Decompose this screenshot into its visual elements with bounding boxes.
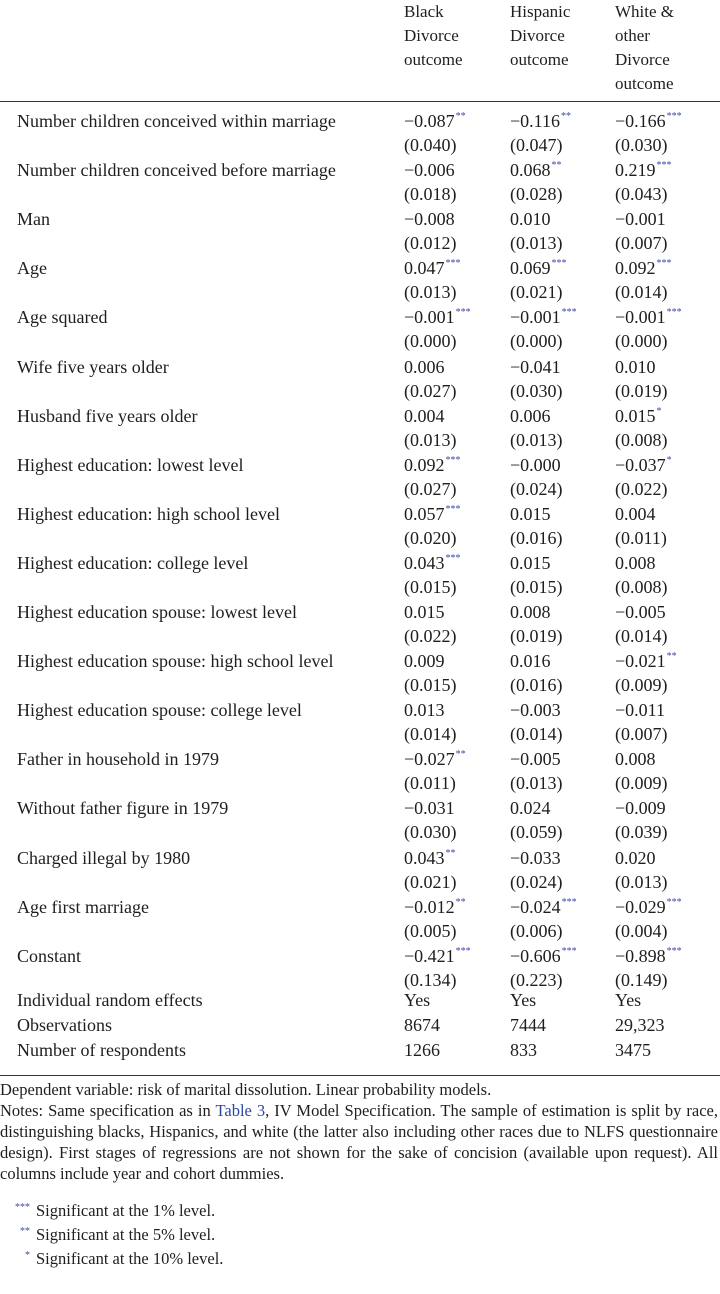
coefficient-value: 0.008 [615, 749, 656, 770]
significance-stars: *** [666, 307, 682, 319]
coefficient-value: 0.069 [510, 258, 551, 279]
standard-error: (0.021) [510, 282, 563, 303]
table-row [0, 497, 720, 546]
standard-error: (0.016) [510, 675, 563, 696]
stats-value: 3475 [615, 1040, 651, 1060]
coefficient [615, 160, 672, 181]
standard-error: (0.030) [404, 822, 457, 843]
coefficient [615, 798, 666, 819]
coefficient [510, 209, 551, 230]
coefficient-value: 0.015 [404, 602, 445, 622]
coefficient-value: 0.004 [615, 503, 656, 524]
coefficient [404, 553, 461, 574]
table-3-link[interactable]: Table 3 [215, 1101, 266, 1120]
table-row [0, 841, 720, 890]
column-header-1 [404, 0, 463, 72]
coefficient [615, 357, 656, 378]
standard-error: (0.059) [510, 822, 563, 843]
significance-stars: * [656, 405, 662, 417]
coefficient [510, 602, 551, 623]
coefficient-value: 0.006 [404, 356, 445, 377]
table-row [0, 399, 720, 448]
coefficient-value: 0.015 [510, 552, 551, 573]
standard-error: (0.015) [510, 576, 563, 597]
coefficient [615, 602, 666, 623]
coefficient-value: −0.027 [404, 749, 455, 770]
coefficient-value: −0.421 [404, 945, 455, 966]
table-row [0, 742, 720, 794]
stats-value: 8674 [404, 1015, 440, 1035]
standard-error: (0.014) [615, 626, 668, 646]
significance-stars: ** [551, 160, 562, 172]
standard-error: (0.027) [404, 478, 457, 499]
significance-stars: *** [656, 258, 672, 270]
coefficient [404, 749, 466, 770]
coefficient [615, 897, 682, 918]
standard-error: (0.039) [615, 822, 668, 843]
coefficient-value: −0.037 [615, 454, 666, 475]
coefficient [404, 307, 471, 328]
coefficient-value: −0.011 [615, 700, 665, 721]
notes-prefix: Notes: Same specification as in [0, 1101, 216, 1120]
standard-error: (0.004) [615, 920, 668, 941]
table-row [0, 791, 720, 843]
standard-error: (0.007) [615, 233, 668, 254]
significance-stars: ** [666, 651, 677, 663]
significance-note [0, 1245, 223, 1269]
coefficient [510, 897, 577, 918]
coefficient [404, 111, 466, 132]
dependent-variable-note: Dependent variable: risk of marital dissolution. Linear probability models. [0, 1080, 492, 1099]
standard-error: (0.021) [404, 871, 457, 892]
standard-error: (0.134) [404, 969, 457, 990]
coefficient-value: 0.016 [510, 651, 551, 672]
standard-error: (0.022) [615, 478, 668, 499]
coefficient-value: 0.015 [615, 405, 656, 426]
significance-text: Significant at the 5% level. [36, 1225, 216, 1244]
coefficient [615, 258, 672, 279]
standard-error: (0.016) [510, 527, 563, 548]
table-row [0, 202, 720, 254]
coefficient-value: −0.008 [404, 209, 455, 230]
standard-error: (0.014) [510, 724, 563, 745]
coefficient [615, 209, 666, 230]
stats-label: Observations [17, 1015, 112, 1035]
coefficient [404, 357, 445, 378]
standard-error: (0.008) [615, 429, 668, 450]
coefficient-value: −0.606 [510, 945, 561, 966]
standard-error: (0.024) [510, 871, 563, 892]
stats-value: 29,323 [615, 1015, 665, 1035]
row-label: Without father figure in 1979 [17, 798, 229, 819]
row-label: Age first marriage [17, 896, 149, 917]
significance-stars: *** [561, 307, 577, 319]
coefficient-value: 0.020 [615, 847, 656, 868]
coefficient-value: 0.009 [404, 651, 445, 672]
coefficient-value: −0.031 [404, 798, 455, 819]
row-label: Charged illegal by 1980 [17, 847, 191, 868]
standard-error: (0.007) [615, 724, 668, 745]
specification-note [0, 1100, 718, 1184]
coefficient [510, 848, 561, 869]
table-row [0, 350, 720, 399]
coefficient [404, 798, 455, 819]
row-label: Age squared [17, 307, 108, 328]
standard-error: (0.030) [615, 135, 668, 155]
significance-stars: *** [656, 160, 672, 172]
significance-stars: *** [445, 454, 461, 466]
column-header-line: Divorce [615, 50, 670, 69]
column-header-2 [510, 0, 570, 72]
coefficient [510, 651, 551, 672]
coefficient-value: 0.024 [510, 798, 551, 819]
coefficient-value: −0.009 [615, 798, 666, 819]
significance-stars: *** [666, 945, 682, 957]
coefficient [615, 651, 677, 672]
stats-row [0, 990, 720, 1014]
coefficient [510, 160, 562, 181]
coefficient-value: 0.219 [615, 160, 656, 181]
stats-value: 833 [510, 1040, 537, 1060]
row-label: Highest education spouse: college level [17, 700, 302, 721]
standard-error: (0.223) [510, 969, 563, 990]
coefficient-value: −0.087 [404, 111, 455, 131]
significance-text: Significant at the 1% level. [36, 1201, 216, 1220]
row-label: Constant [17, 945, 82, 966]
standard-error: (0.009) [615, 675, 668, 696]
significance-stars: ** [445, 847, 456, 859]
standard-error: (0.047) [510, 135, 563, 155]
row-label: Highest education: high school level [17, 503, 280, 524]
standard-error: (0.030) [510, 380, 563, 401]
coefficient [404, 946, 471, 967]
stats-label: Individual random effects [17, 990, 203, 1010]
significance-stars: *** [551, 258, 567, 270]
significance-note [0, 1197, 215, 1221]
significance-stars: ** [560, 111, 571, 122]
coefficient [510, 504, 551, 525]
coefficient-value: 0.043 [404, 552, 445, 573]
coefficient-value: 0.092 [404, 454, 445, 475]
standard-error: (0.000) [510, 331, 563, 352]
standard-error: (0.013) [510, 233, 563, 254]
coefficient [404, 258, 461, 279]
table-notes [0, 1079, 718, 1184]
coefficient [404, 700, 445, 721]
coefficient-value: −0.001 [510, 307, 561, 328]
column-header-line: outcome [510, 50, 569, 69]
table-row [0, 448, 720, 497]
standard-error: (0.020) [404, 527, 457, 548]
standard-error: (0.015) [404, 675, 457, 696]
coefficient [510, 455, 561, 476]
coefficient [615, 848, 656, 869]
table-row [0, 251, 720, 303]
significance-stars: ** [455, 896, 466, 908]
standard-error: (0.008) [615, 576, 668, 597]
standard-error: (0.013) [510, 429, 563, 450]
coefficient-value: 0.010 [615, 356, 656, 377]
significance-stars: *** [666, 111, 682, 122]
significance-stars: *** [666, 896, 682, 908]
significance-stars: *** [445, 503, 461, 515]
significance-stars: *** [455, 945, 471, 957]
standard-error: (0.040) [404, 135, 457, 155]
coefficient [404, 848, 456, 869]
standard-error: (0.018) [404, 184, 457, 205]
stats-value: Yes [510, 990, 537, 1010]
standard-error: (0.013) [615, 871, 668, 892]
coefficient-value: −0.001 [615, 209, 666, 230]
significance-stars: *** [15, 1202, 30, 1213]
coefficient [510, 406, 551, 427]
table-row [0, 546, 720, 595]
standard-error: (0.011) [615, 527, 667, 548]
significance-stars: * [666, 454, 672, 466]
coefficient [404, 406, 445, 427]
coefficient-value: −0.166 [615, 111, 666, 131]
significance-note [0, 1221, 215, 1245]
coefficient-value: 0.015 [510, 503, 551, 524]
table-row [0, 890, 720, 939]
column-header-line: White & [615, 2, 675, 21]
coefficient [615, 455, 672, 476]
column-header-line: Hispanic [510, 2, 571, 21]
row-label: Number children conceived within marriage [17, 111, 336, 131]
coefficient-value: 0.008 [510, 602, 551, 622]
coefficient-value: −0.041 [510, 356, 561, 377]
row-label: Highest education: lowest level [17, 454, 244, 475]
coefficient [404, 209, 455, 230]
standard-error: (0.043) [615, 184, 668, 205]
standard-error: (0.013) [404, 282, 457, 303]
coefficient-value: 0.047 [404, 258, 445, 279]
header-rule [0, 101, 720, 102]
significance-stars: *** [445, 258, 461, 270]
standard-error: (0.015) [404, 576, 457, 597]
significance-stars: * [25, 1250, 30, 1261]
notes-suffix: , IV Model Specification. The sample of estimation is split by race, distinguishing blacks, Hispanics, and white (the latter also including other races due to NLFS questionnaire design). First stages of regressions are not shown for the sake of concision (available upon request). All columns include year and cohort dummies. [0, 1101, 718, 1183]
standard-error: (0.009) [615, 773, 668, 794]
row-label: Highest education spouse: lowest level [17, 602, 297, 622]
coefficient [615, 111, 682, 132]
coefficient [615, 406, 662, 427]
coefficient [510, 700, 561, 721]
coefficient [404, 504, 461, 525]
column-header-3 [615, 0, 674, 96]
coefficient-value: 0.068 [510, 160, 551, 181]
coefficient [510, 258, 567, 279]
table-row [0, 939, 720, 988]
standard-error: (0.014) [404, 724, 457, 745]
coefficient-value: 0.043 [404, 847, 445, 868]
coefficient-value: 0.010 [510, 209, 551, 230]
table-row [0, 300, 720, 352]
coefficient-value: 0.013 [404, 700, 445, 721]
coefficient [510, 307, 577, 328]
standard-error: (0.011) [404, 773, 456, 794]
coefficient-value: 0.092 [615, 258, 656, 279]
coefficient [510, 111, 571, 132]
column-header-line: Divorce [510, 26, 565, 45]
coefficient [510, 798, 551, 819]
column-header-line: other [615, 26, 650, 45]
coefficient-value: −0.898 [615, 945, 666, 966]
table-row [0, 104, 720, 153]
standard-error: (0.149) [615, 969, 668, 990]
significance-stars: *** [561, 896, 577, 908]
coefficient-value: −0.029 [615, 896, 666, 917]
row-label: Father in household in 1979 [17, 749, 219, 770]
stats-row [0, 1015, 720, 1039]
standard-error: (0.024) [510, 478, 563, 499]
coefficient-value: −0.001 [404, 307, 455, 328]
significance-stars: ** [455, 749, 466, 761]
column-header-line: Black [404, 2, 444, 21]
stats-row [0, 1040, 720, 1064]
coefficient [404, 455, 461, 476]
coefficient-value: 0.057 [404, 503, 445, 524]
coefficient-value: 0.006 [510, 405, 551, 426]
coefficient-value: −0.116 [510, 111, 560, 131]
standard-error: (0.014) [615, 282, 668, 303]
coefficient-value: −0.001 [615, 307, 666, 328]
standard-error: (0.000) [615, 331, 668, 352]
row-label: Husband five years older [17, 405, 198, 426]
coefficient [510, 749, 561, 770]
coefficient-value: 0.004 [404, 405, 445, 426]
standard-error: (0.019) [510, 626, 563, 646]
row-label: Man [17, 209, 50, 230]
table-bottom-rule [0, 1075, 720, 1076]
coefficient [615, 553, 656, 574]
coefficient [404, 160, 455, 181]
significance-stars: *** [445, 552, 461, 564]
row-label: Highest education: college level [17, 552, 249, 573]
coefficient [615, 700, 665, 721]
standard-error: (0.005) [404, 920, 457, 941]
coefficient-value: −0.024 [510, 896, 561, 917]
standard-error: (0.022) [404, 626, 457, 646]
coefficient [615, 504, 656, 525]
standard-error: (0.006) [510, 920, 563, 941]
coefficient-value: −0.021 [615, 651, 666, 672]
stats-value: Yes [615, 990, 642, 1010]
coefficient [404, 602, 445, 623]
coefficient [510, 357, 561, 378]
standard-error: (0.012) [404, 233, 457, 254]
standard-error: (0.019) [615, 380, 668, 401]
row-label: Age [17, 258, 47, 279]
standard-error: (0.027) [404, 380, 457, 401]
coefficient [615, 307, 682, 328]
column-header-line: Divorce [404, 26, 459, 45]
coefficient-value: −0.005 [615, 602, 666, 622]
stats-value: 7444 [510, 1015, 546, 1035]
coefficient [615, 946, 682, 967]
coefficient [615, 749, 656, 770]
coefficient [510, 946, 577, 967]
significance-stars: ** [20, 1226, 30, 1237]
coefficient-value: −0.006 [404, 160, 455, 181]
coefficient [404, 651, 445, 672]
table-row [0, 153, 720, 205]
table-row [0, 595, 720, 644]
coefficient [510, 553, 551, 574]
coefficient-value: −0.012 [404, 896, 455, 917]
coefficient-value: −0.033 [510, 847, 561, 868]
stats-value: Yes [404, 990, 431, 1010]
row-label: Highest education spouse: high school level [17, 651, 334, 672]
standard-error: (0.028) [510, 184, 563, 205]
significance-text: Significant at the 10% level. [36, 1249, 224, 1268]
column-header-line: outcome [404, 50, 463, 69]
coefficient-value: −0.005 [510, 749, 561, 770]
coefficient [404, 897, 466, 918]
significance-stars: ** [455, 111, 466, 122]
standard-error: (0.013) [404, 429, 457, 450]
row-label: Wife five years older [17, 356, 169, 377]
significance-stars: *** [455, 307, 471, 319]
column-header-line: outcome [615, 74, 674, 93]
stats-value: 1266 [404, 1040, 440, 1060]
stats-label: Number of respondents [17, 1040, 186, 1060]
table-row [0, 693, 720, 745]
standard-error: (0.000) [404, 331, 457, 352]
row-label: Number children conceived before marriage [17, 160, 336, 181]
significance-stars: *** [561, 945, 577, 957]
standard-error: (0.013) [510, 773, 563, 794]
coefficient-value: −0.003 [510, 700, 561, 721]
coefficient-value: 0.008 [615, 552, 656, 573]
table-row [0, 644, 720, 696]
coefficient-value: −0.000 [510, 454, 561, 475]
